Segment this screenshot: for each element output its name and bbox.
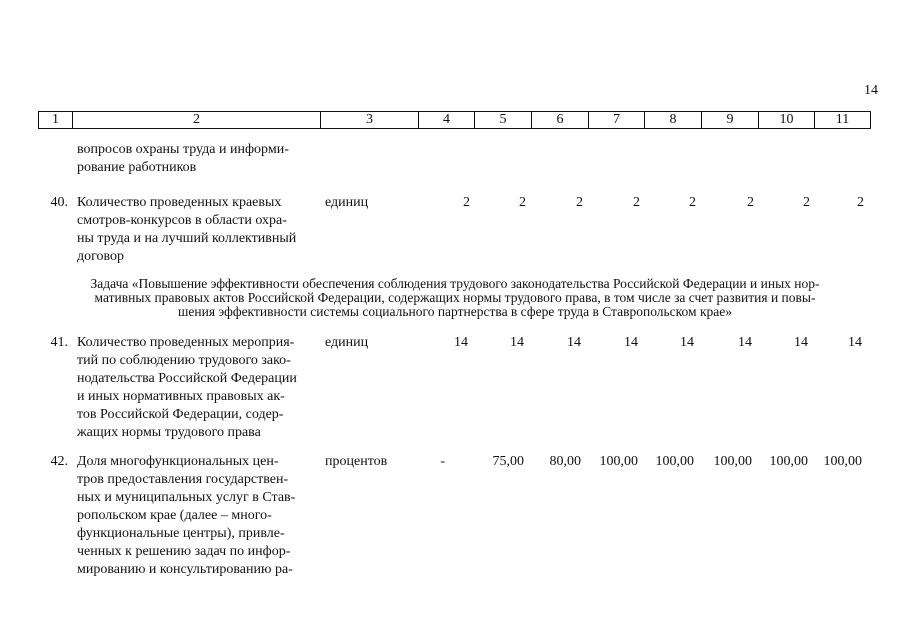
header-col-1: 1: [39, 112, 73, 129]
task-heading: [40, 277, 870, 319]
value-col-9: 100,00: [713, 454, 752, 469]
value-col-11: 100,00: [823, 454, 862, 469]
description-line: ных и муниципальных услуг в Став-: [77, 490, 296, 505]
description-line: мированию и консультированию ра-: [77, 562, 293, 577]
value-col-10: 14: [794, 335, 808, 350]
description-line: ропольском крае (далее – много-: [77, 508, 272, 523]
task-line: шения эффективности системы социального партнерства в сфере труда в Ставропольском крае»: [178, 304, 732, 319]
header-col-8: 8: [645, 112, 702, 129]
description-line: нодательства Российской Федерации: [77, 371, 297, 386]
description-line: ченных к решению задач по инфор-: [77, 544, 291, 559]
row-description: [77, 453, 313, 579]
row-description: [77, 334, 313, 442]
description-line: Количество проведенных мероприя-: [77, 335, 295, 350]
value-col-5: 14: [510, 335, 524, 350]
header-col-6: 6: [532, 112, 589, 129]
row-number: 40.: [50, 195, 68, 210]
header-col-7: 7: [589, 112, 645, 129]
value-col-10: 100,00: [769, 454, 808, 469]
value-col-5: 75,00: [492, 454, 524, 469]
value-col-7: 100,00: [599, 454, 638, 469]
header-col-3: 3: [321, 112, 419, 129]
description-line: функциональные центры), привле-: [77, 526, 285, 541]
value-col-7: 2: [633, 195, 640, 210]
description-line: тов Российской Федерации, содер-: [77, 407, 284, 422]
description-line: тий по соблюдению трудового зако-: [77, 353, 291, 368]
description-line: рование работников: [77, 160, 197, 175]
description-line: вопросов охраны труда и информи-: [77, 142, 289, 157]
value-col-8: 2: [689, 195, 696, 210]
description-line: смотров-конкурсов в области охра-: [77, 213, 287, 228]
value-col-4: -: [440, 454, 445, 469]
value-col-7: 14: [624, 335, 638, 350]
description-line: ны труда и на лучший коллективный: [77, 231, 297, 246]
header-col-5: 5: [475, 112, 532, 129]
value-col-10: 2: [803, 195, 810, 210]
header-col-9: 9: [702, 112, 759, 129]
header-col-10: 10: [759, 112, 815, 129]
description-line: тров предоставления государствен-: [77, 472, 289, 487]
description-line: Доля многофункциональных цен-: [77, 454, 279, 469]
row-number: 41.: [50, 335, 68, 350]
value-col-11: 14: [848, 335, 862, 350]
description-line: Количество проведенных краевых: [77, 195, 282, 210]
value-col-4: 2: [463, 195, 470, 210]
value-col-5: 2: [519, 195, 526, 210]
value-col-4: 14: [454, 335, 468, 350]
continuation-description: [77, 141, 313, 177]
row-number: 42.: [50, 454, 68, 469]
row-unit: единиц: [325, 195, 369, 210]
description-line: и иных нормативных правовых ак-: [77, 389, 285, 404]
header-col-4: 4: [419, 112, 475, 129]
value-col-6: 14: [567, 335, 581, 350]
value-col-9: 14: [738, 335, 752, 350]
value-col-8: 14: [680, 335, 694, 350]
value-col-11: 2: [857, 195, 864, 210]
task-line: Задача «Повышение эффективности обеспечения соблюдения трудового законодательства Российской Федерации и иных нор-: [90, 276, 820, 291]
row-description: [77, 194, 313, 266]
header-col-2: 2: [73, 112, 321, 129]
column-number-header: [38, 111, 871, 129]
page-number: 14: [864, 83, 878, 98]
value-col-8: 100,00: [655, 454, 694, 469]
row-unit: процентов: [325, 454, 388, 469]
description-line: договор: [77, 249, 125, 264]
value-col-9: 2: [747, 195, 754, 210]
row-unit: единиц: [325, 335, 369, 350]
value-col-6: 2: [576, 195, 583, 210]
description-line: жащих нормы трудового права: [77, 425, 261, 440]
value-col-6: 80,00: [549, 454, 581, 469]
task-line: мативных правовых актов Российской Федерации, содержащих нормы трудового права, в том числе за счет развития и повы-: [94, 290, 816, 305]
header-col-11: 11: [815, 112, 871, 129]
